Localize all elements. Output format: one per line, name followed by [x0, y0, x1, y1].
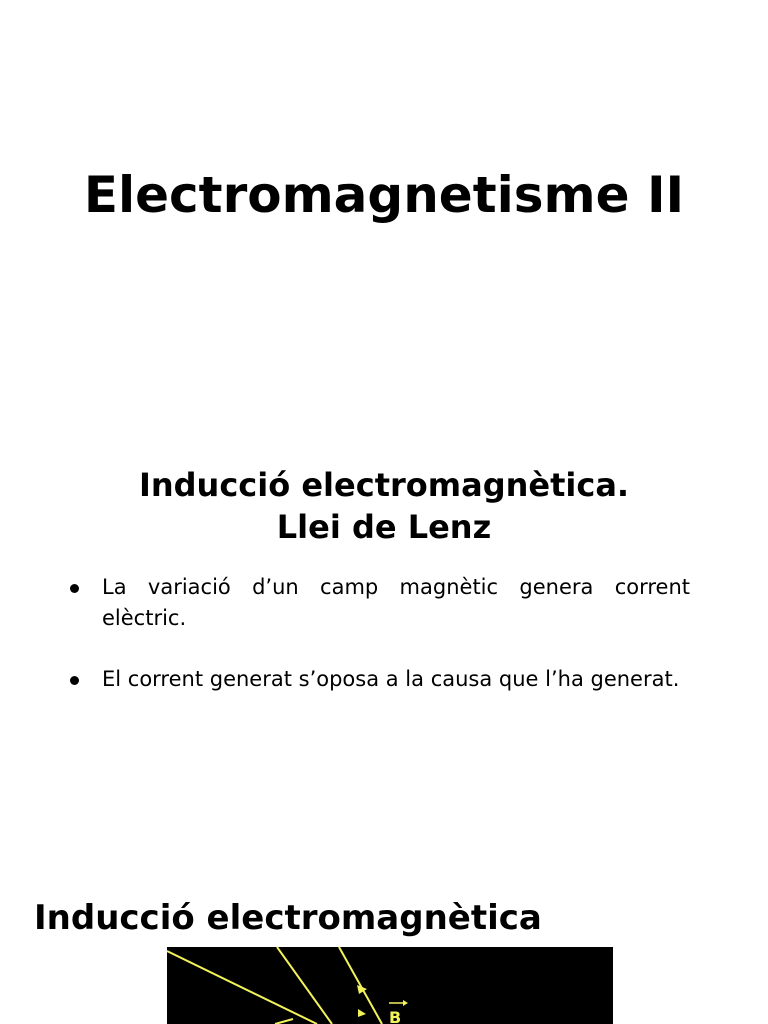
bullet-list [68, 572, 690, 725]
vector-arrow-icon [403, 1000, 408, 1006]
field-line [167, 951, 317, 1024]
title-slide [0, 0, 768, 420]
induction-slide [0, 880, 768, 1024]
bullet-dot-icon [70, 584, 79, 593]
induction-diagram-svg [167, 947, 613, 1024]
field-line [277, 947, 332, 1024]
bullet-dot-icon [70, 676, 79, 685]
bullet-item [68, 572, 690, 634]
bullet-text: El corrent generat s’oposa a la causa que l’ha generat. [102, 667, 680, 691]
slide-title: Inducció electromagnètica [34, 898, 542, 938]
bullet-item [68, 664, 690, 695]
field-arrow-icon [358, 1009, 366, 1017]
slide-title-line-1: Inducció electromagnètica. [138, 466, 630, 504]
slide-title-line-2: Llei de Lenz [276, 508, 492, 546]
main-title: Electromagnetisme II [83, 166, 685, 224]
slide-title [0, 464, 768, 548]
bullet-text: La variació d’un camp magnètic genera corrent elèctric. [102, 575, 690, 630]
field-line [275, 1019, 293, 1024]
lenz-law-slide [0, 430, 768, 850]
vector-label-b: B [389, 1008, 402, 1024]
induction-diagram [167, 947, 613, 1024]
